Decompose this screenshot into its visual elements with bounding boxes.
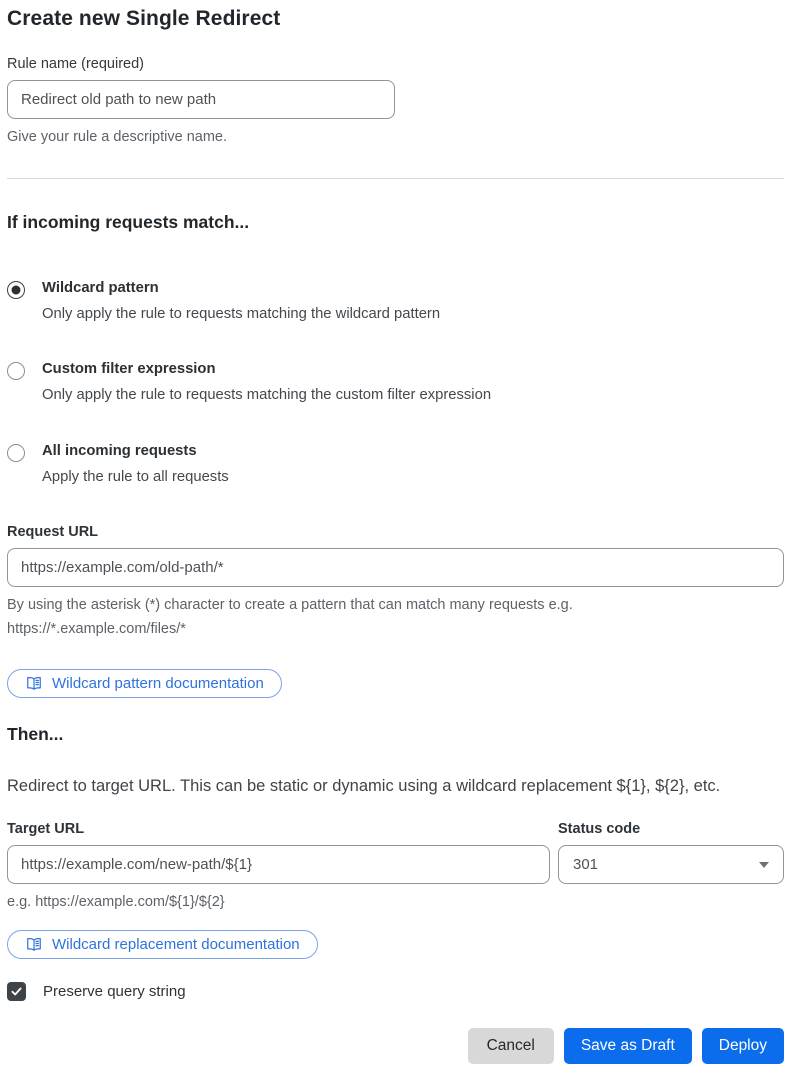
chevron-down-icon: [759, 862, 769, 868]
match-type-radio-group: [7, 280, 784, 487]
preserve-query-string-label: Preserve query string: [43, 983, 186, 1001]
radio-option-label: Custom filter expression: [42, 361, 216, 378]
doc-button-label: Wildcard pattern documentation: [52, 675, 264, 693]
status-code-value: 301: [573, 856, 599, 874]
then-section-description: Redirect to target URL. This can be static or dynamic using a wildcard replacement ${1}, ${2}, etc.: [7, 777, 721, 796]
radio-option-custom-filter-expression[interactable]: [7, 361, 784, 405]
target-status-row: [7, 821, 784, 915]
match-section-heading: If incoming requests match...: [7, 211, 250, 232]
radio-option-wildcard-pattern[interactable]: [7, 280, 784, 324]
target-url-input[interactable]: [7, 845, 550, 884]
radio-option-label: All incoming requests: [42, 442, 197, 459]
status-code-select[interactable]: [558, 845, 784, 884]
wildcard-replacement-docs-button[interactable]: [7, 930, 318, 959]
footer-actions: [7, 1028, 784, 1072]
radio-selected-icon[interactable]: [7, 281, 25, 299]
request-url-helper-line2: https://*.example.com/files/*: [7, 621, 186, 638]
page-title: Create new Single Redirect: [7, 7, 281, 30]
rule-name-input[interactable]: [7, 80, 395, 119]
request-url-helper: [7, 594, 784, 642]
target-url-helper: e.g. https://example.com/${1}/${2}: [7, 894, 225, 911]
then-section-heading: Then...: [7, 724, 64, 745]
radio-option-description: Apply the rule to all requests: [42, 468, 229, 485]
section-divider: [7, 178, 784, 179]
target-url-column: [7, 821, 550, 915]
status-code-label: Status code: [558, 821, 641, 838]
preserve-query-string-row[interactable]: [7, 982, 784, 1001]
open-book-icon: [25, 936, 43, 953]
wildcard-pattern-docs-button[interactable]: [7, 669, 282, 698]
checkmark-icon: [10, 985, 23, 998]
radio-option-description: Only apply the rule to requests matching the custom filter expression: [42, 387, 492, 404]
target-url-label: Target URL: [7, 821, 85, 838]
radio-unselected-icon[interactable]: [7, 362, 25, 380]
radio-option-all-incoming-requests[interactable]: [7, 443, 784, 487]
request-url-input[interactable]: [7, 548, 784, 587]
request-url-label: Request URL: [7, 524, 99, 541]
checkbox-checked-icon[interactable]: [7, 982, 26, 1001]
doc-button-label: Wildcard replacement documentation: [52, 936, 300, 954]
deploy-button[interactable]: Deploy: [702, 1028, 784, 1064]
save-as-draft-button[interactable]: Save as Draft: [564, 1028, 692, 1064]
radio-unselected-icon[interactable]: [7, 444, 25, 462]
rule-name-helper: Give your rule a descriptive name.: [7, 129, 228, 145]
open-book-icon: [25, 675, 43, 692]
radio-option-description: Only apply the rule to requests matching the wildcard pattern: [42, 305, 441, 322]
request-url-helper-line1: By using the asterisk (*) character to create a pattern that can match many requests e.g.: [7, 597, 573, 614]
radio-option-label: Wildcard pattern: [42, 279, 159, 296]
cancel-button[interactable]: Cancel: [468, 1028, 554, 1064]
rule-name-label: Rule name (required): [7, 56, 145, 72]
status-code-column: [558, 821, 784, 884]
